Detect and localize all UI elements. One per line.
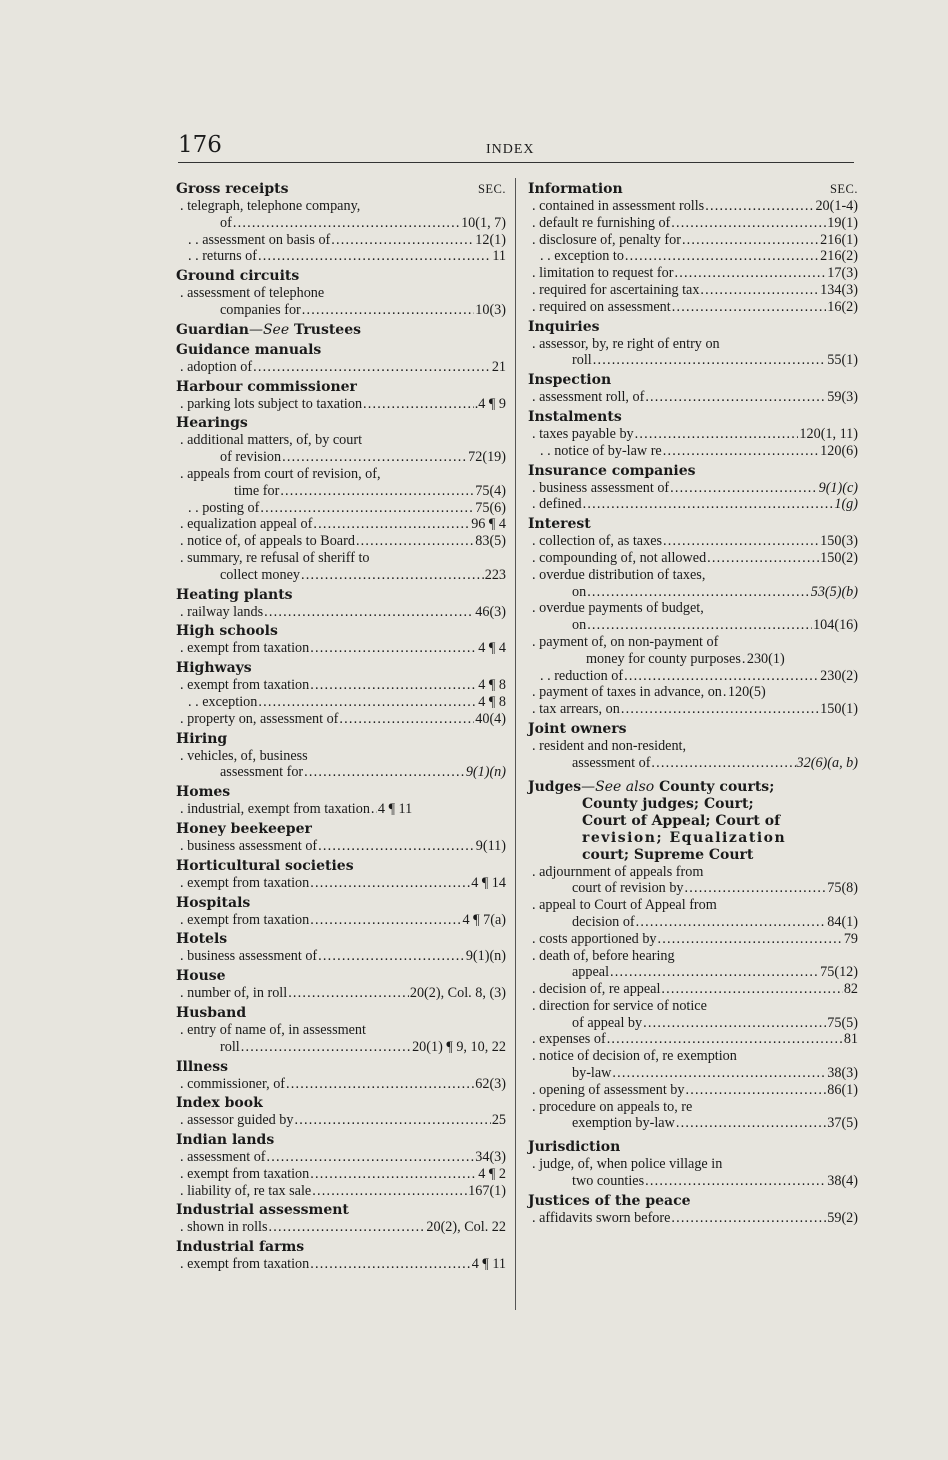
index-subentry: . entry of name of, in assessment [180,1021,366,1038]
left-column [176,178,506,1273]
index-subentry: . judge, of, when police village in [532,1156,723,1173]
index-subentry: of appeal by ..... 75(5) [528,1015,858,1032]
index-subentry: . resident and non-resident, [532,737,687,754]
index-heading: Joint owners [528,720,627,737]
index-subentry: . death of, before hearing [532,947,675,964]
index-subentry: . expenses of ..... 81 [528,1031,858,1048]
index-subentry: . appeal to Court of Appeal from [532,897,717,914]
index-subentry: . liability of, re tax sale ..... 167(1) [176,1183,506,1200]
index-subentry: money for county purposes ..... 230(1) [528,651,858,668]
index-heading: Jurisdiction [528,1139,621,1156]
index-subentry: . . returns of ..... 11 [176,248,506,265]
index-subentry: . required for ascertaining tax ..... 134(3) [528,282,858,299]
index-subentry: . default re furnishing of ..... 19(1) [528,215,858,232]
index-subentry: . payment of taxes in advance, on ..... 120(5) [528,684,858,701]
index-heading: House [176,968,226,985]
index-subentry: . taxes payable by ..... 120(1, 11) [528,426,858,443]
index-subentry: assessment for ..... 9(1)(n) [176,764,506,781]
index-heading: Heating plants [176,586,293,603]
index-subentry: . business assessment of ..... 9(11) [176,838,506,855]
index-subentry: . assessment roll, of ..... 59(3) [528,389,858,406]
index-subentry: . costs apportioned by ..... 79 [528,931,858,948]
index-heading: Homes [176,784,231,801]
index-subentry: . collection of, as taxes ..... 150(3) [528,533,858,550]
index-heading: Hospitals [176,894,251,911]
index-subentry: . shown in rolls ..... 20(2), Col. 22 [176,1219,506,1236]
index-heading [528,180,858,198]
index-subentry: exemption by-law ..... 37(5) [528,1115,858,1132]
index-subentry: . direction for service of notice [532,997,707,1014]
index-subentry: . business assessment of ..... 9(1)(n) [176,948,506,965]
index-subentry: . assessor guided by ..... 25 [176,1112,506,1129]
index-subentry: . overdue payments of budget, [532,600,704,617]
index-subentry: roll ..... 55(1) [528,352,858,369]
index-subentry: . defined ..... 1(g) [528,496,858,513]
index-subentry: . assessor, by, re right of entry on [532,335,720,352]
index-heading: Horticultural societies [176,857,354,874]
index-subentry: . disclosure of, penalty for ..... 216(1) [528,232,858,249]
index-subentry: appeal ..... 75(12) [528,964,858,981]
index-subentry: companies for ..... 10(3) [176,302,506,319]
index-subentry: . assessment of ..... 34(3) [176,1149,506,1166]
index-subentry: . . exception ..... 4 ¶ 8 [176,694,506,711]
index-subentry: . . assessment on basis of ..... 12(1) [176,232,506,249]
index-heading: Illness [176,1058,229,1075]
heading-text: Information [528,181,623,197]
index-subentry: . adoption of ..... 21 [176,359,506,376]
index-heading: High schools [176,623,278,640]
index-heading: Insurance companies [528,462,696,479]
index-heading: Judges—See also County courts; [528,778,775,795]
index-subentry: . summary, re refusal of sheriff to [180,549,370,566]
index-subentry: . property on, assessment of ..... 40(4) [176,711,506,728]
index-heading: Industrial assessment [176,1202,349,1219]
index-subentry: collect money ..... 223 [176,567,506,584]
index-subentry: . adjournment of appeals from [532,863,704,880]
header-rule [178,162,854,163]
index-subentry: . exempt from taxation ..... 4 ¶ 2 [176,1166,506,1183]
index-subentry: . parking lots subject to taxation ..... .4 ¶ 9 [176,396,506,413]
index-subentry: . affidavits sworn before ..... 59(2) [528,1210,858,1227]
index-subentry: . number of, in roll ..... 20(2), Col. 8, (3) [176,985,506,1002]
index-subentry: . tax arrears, on ..... 150(1) [528,701,858,718]
index-heading: Industrial farms [176,1239,305,1256]
index-subentry: . notice of decision of, re exemption [532,1048,737,1065]
index-subentry: . . notice of by-law re ..... 120(6) [528,443,858,460]
index-subentry: assessment of ..... 32(6)(a, b) [528,755,858,772]
index-heading: Indian lands [176,1132,275,1149]
index-heading: Hearings [176,415,248,432]
index-heading-continuation: revision; Equalization [582,829,787,846]
index-subentry: . exempt from taxation ..... 4 ¶ 4 [176,640,506,657]
index-subentry: . vehicles, of, business [180,747,308,764]
index-subentry: on ..... 53(5)(b) [528,584,858,601]
index-heading-continuation: County judges; Court; [582,795,754,812]
index-heading: Hotels [176,931,228,948]
sec-label: SEC. [477,182,506,196]
index-subentry: court of revision by ..... 75(8) [528,880,858,897]
index-subentry: . railway lands ..... 46(3) [176,604,506,621]
index-subentry: decision of ..... 84(1) [528,914,858,931]
index-heading-continuation: Court of Appeal; Court of [582,812,781,829]
index-heading: Highways [176,660,252,677]
index-subentry: . compounding of, not allowed ..... 150(2) [528,550,858,567]
page-header [178,132,854,164]
heading-text: Gross receipts [176,181,289,197]
index-subentry: . exempt from taxation ..... 4 ¶ 11 [176,1256,506,1273]
index-subentry: . exempt from taxation ..... 4 ¶ 14 [176,875,506,892]
index-heading: Hiring [176,730,228,747]
index-subentry: . overdue distribution of taxes, [532,566,706,583]
index-heading-continuation: court; Supreme Court [582,846,754,863]
index-heading: Interest [528,516,591,533]
index-subentry: . . exception to ..... 216(2) [528,248,858,265]
index-heading: Guardian—See Trustees [176,321,361,338]
index-heading: Justices of the peace [528,1192,691,1209]
index-heading: Husband [176,1004,247,1021]
index-heading [176,180,506,198]
index-subentry: . industrial, exempt from taxation ..... 4 ¶ 11 [176,801,506,818]
index-heading: Honey beekeeper [176,820,312,837]
index-subentry: . equalization appeal of ..... 96 ¶ 4 [176,516,506,533]
sec-label: SEC. [829,182,858,196]
index-heading: Ground circuits [176,268,300,285]
index-heading: Inquiries [528,318,600,335]
index-subentry: . . reduction of ..... 230(2) [528,668,858,685]
index-subentry: . payment of, on non-payment of [532,633,719,650]
index-subentry: . opening of assessment by ..... 86(1) [528,1082,858,1099]
index-subentry: . appeals from court of revision, of, [180,465,381,482]
index-subentry: . procedure on appeals to, re [532,1098,693,1115]
index-subentry: of ..... 10(1, 7) [176,215,506,232]
index-subentry: . contained in assessment rolls ..... 20(1-4) [528,198,858,215]
index-subentry: . . posting of ..... 75(6) [176,500,506,517]
index-subentry: . exempt from taxation ..... 4 ¶ 8 [176,677,506,694]
index-subentry: . telegraph, telephone company, [180,198,361,214]
index-heading: Guidance manuals [176,341,322,358]
index-subentry: on ..... 104(16) [528,617,858,634]
index-heading: Instalments [528,408,622,425]
index-subentry: . limitation to request for ..... 17(3) [528,265,858,282]
index-subentry: . notice of, of appeals to Board ..... 83(5) [176,533,506,550]
index-subentry: . business assessment of ..... 9(1)(c) [528,480,858,497]
index-subentry: by-law ..... 38(3) [528,1065,858,1082]
column-divider [515,178,516,1310]
index-heading: Inspection [528,372,612,389]
right-column [528,178,858,1227]
index-subentry: of revision ..... 72(19) [176,449,506,466]
index-subentry: . additional matters, of, by court [180,432,363,449]
index-subentry: . assessment of telephone [180,285,325,302]
index-heading: Harbour commissioner [176,378,357,395]
index-subentry: two counties ..... 38(4) [528,1173,858,1190]
index-subentry: . required on assessment ..... 16(2) [528,299,858,316]
index-subentry: roll ..... 20(1) ¶ 9, 10, 22 [176,1039,506,1056]
index-subentry: . exempt from taxation ..... 4 ¶ 7(a) [176,912,506,929]
running-head: INDEX [486,142,535,157]
index-heading: Index book [176,1095,263,1112]
page-number: 176 [178,132,222,158]
index-subentry: . decision of, re appeal ..... 82 [528,981,858,998]
index-subentry: . commissioner, of ..... 62(3) [176,1076,506,1093]
index-subentry: time for ..... 75(4) [176,483,506,500]
